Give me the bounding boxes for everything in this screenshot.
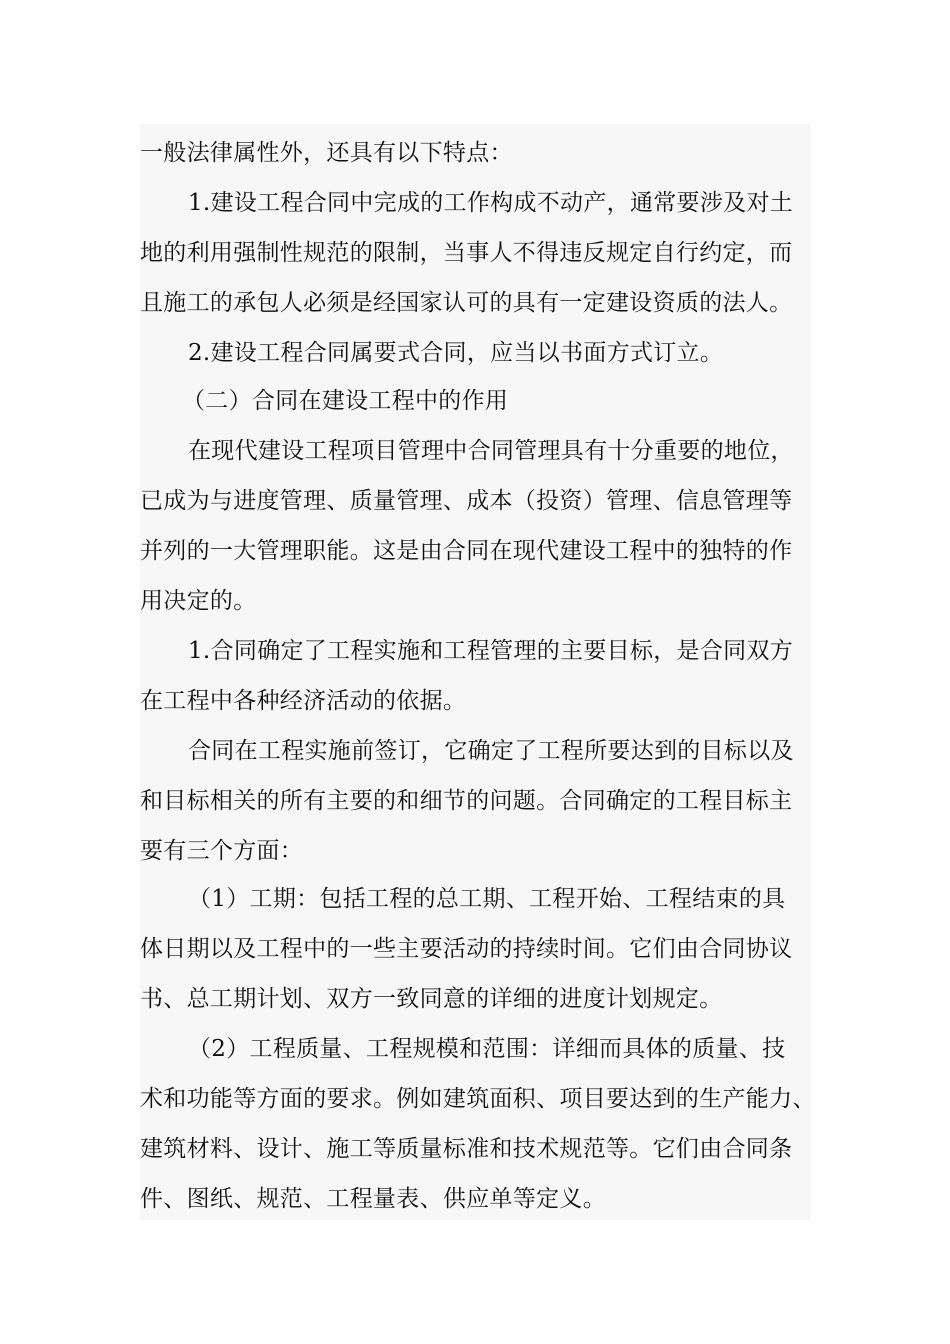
text-line-14: 和目标相关的所有主要的和细节的问题。合同确定的工程目标主 [140,788,793,814]
text-line-13: 合同在工程实施前签订，它确定了工程所要达到的目标以及 [188,738,794,764]
text-line-17: 体日期以及工程中的一些主要活动的持续时间。它们由合同协议 [140,936,793,962]
text-line-16: （1）工期：包括工程的总工期、工程开始、工程结束的具 [188,886,786,912]
text-line-22: 件、图纸、规范、工程量表、供应单等定义。 [140,1186,606,1212]
text-line-12: 在工程中各种经济活动的依据。 [140,688,467,714]
text-line-8: 已成为与进度管理、质量管理、成本（投资）管理、信息管理等 [140,488,793,514]
text-line-4: 且施工的承包人必须是经国家认可的具有一定建设资质的法人。 [140,290,793,316]
text-line-18: 书、总工期计划、双方一致同意的详细的进度计划规定。 [140,986,723,1012]
text-line-3: 地的利用强制性规范的限制，当事人不得违反规定自行约定，而 [140,240,793,266]
text-line-19: （2）工程质量、工程规模和范围：详细而具体的质量、技 [188,1036,786,1062]
text-line-21: 建筑材料、设计、施工等质量标准和技术规范等。它们由合同条 [140,1136,793,1162]
text-line-10: 用决定的。 [140,588,257,614]
section-heading: （二）合同在建设工程中的作用 [182,388,509,414]
text-line-20: 术和功能等方面的要求。例如建筑面积、项目要达到的生产能力、 [140,1086,816,1112]
text-line-11: 1.合同确定了工程实施和工程管理的主要目标，是合同双方 [188,638,794,664]
text-line-2: 1.建设工程合同中完成的工作构成不动产，通常要涉及对土 [188,190,794,216]
text-line-5: 2.建设工程合同属要式合同，应当以书面方式订立。 [188,340,724,366]
text-line-15: 要有三个方面： [140,838,304,864]
document-text-block [140,124,816,1220]
text-line-7: 在现代建设工程项目管理中合同管理具有十分重要的地位， [188,438,794,464]
text-line-9: 并列的一大管理职能。这是由合同在现代建设工程中的独特的作 [140,538,793,564]
text-line-1: 一般法律属性外，还具有以下特点： [140,140,513,166]
